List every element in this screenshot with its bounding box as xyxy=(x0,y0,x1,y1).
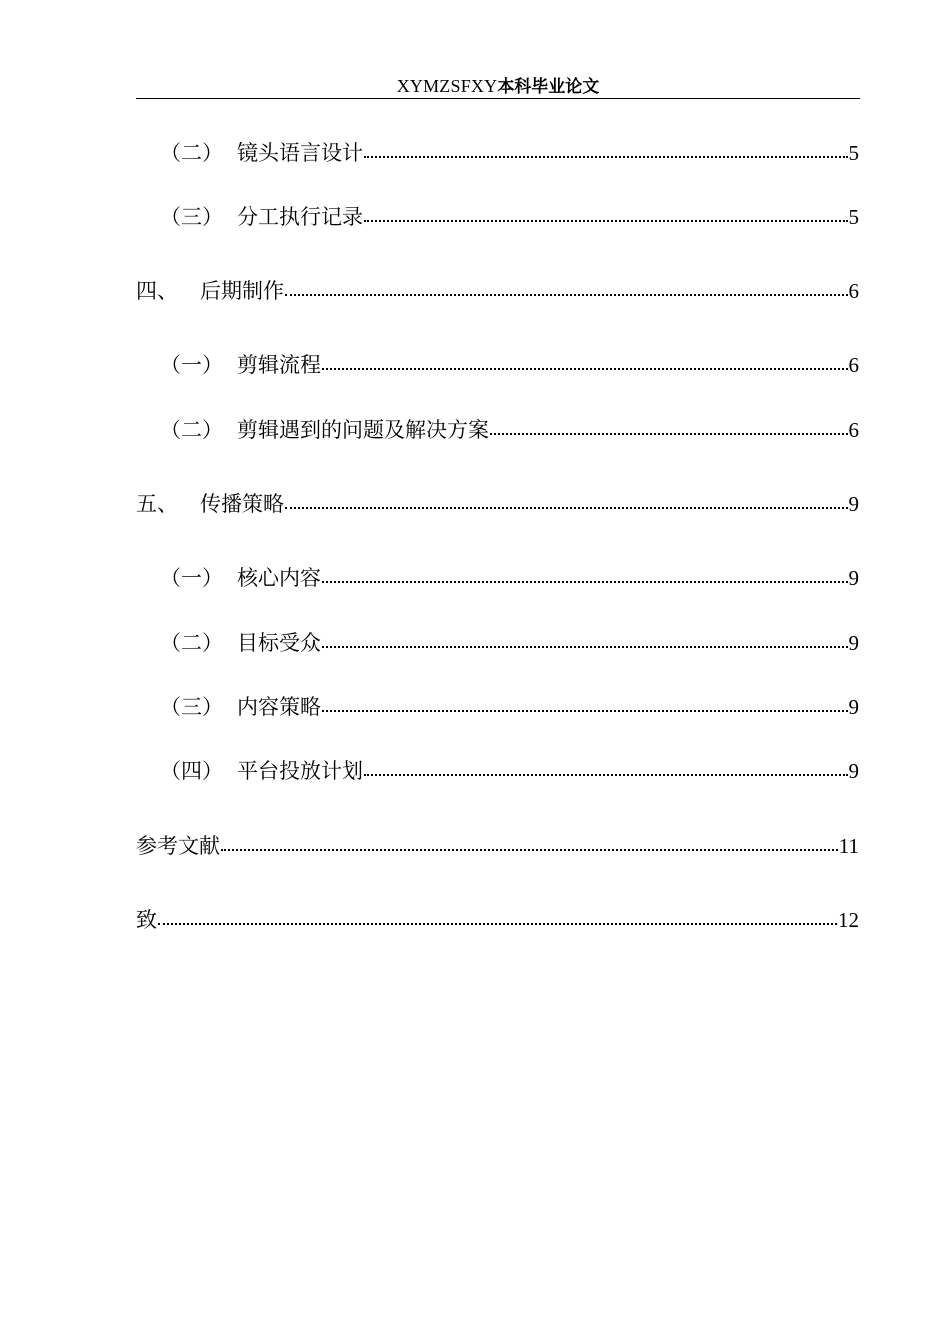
toc-leader-dots xyxy=(285,294,848,296)
toc-entry[interactable] xyxy=(136,831,859,861)
toc-leader-dots xyxy=(364,156,848,158)
toc-leader-dots xyxy=(364,220,848,222)
toc-entry-page: 12 xyxy=(838,908,859,932)
toc-entry-number: （一） xyxy=(160,353,223,377)
toc-entry-number: （二） xyxy=(160,141,223,165)
toc-entry[interactable] xyxy=(136,276,859,306)
header-latin-text: XYMZSFXY xyxy=(396,76,498,96)
toc-entry-page: 11 xyxy=(838,834,859,858)
toc-entry-page: 9 xyxy=(848,695,859,719)
toc-entry-title: 目标受众 xyxy=(237,631,321,655)
toc-entry[interactable] xyxy=(136,489,859,519)
toc-entry-title: 内容策略 xyxy=(237,695,321,719)
toc-entry-number: 五、 xyxy=(136,492,178,516)
toc-entry[interactable] xyxy=(160,563,859,593)
toc-leader-dots xyxy=(322,710,848,712)
toc-entry-page: 6 xyxy=(848,353,859,377)
toc-entry[interactable] xyxy=(160,138,859,168)
toc-entry-number: （二） xyxy=(160,418,223,442)
toc-entry-title: 后期制作 xyxy=(200,279,284,303)
toc-entry-title: 镜头语言设计 xyxy=(237,141,363,165)
toc-entry-number: 四、 xyxy=(136,279,178,303)
toc-entry-title: 剪辑流程 xyxy=(237,353,321,377)
toc-entry-title: 平台投放计划 xyxy=(237,759,363,783)
header-cjk-text: 本科毕业论文 xyxy=(497,77,600,97)
toc-entry[interactable] xyxy=(160,415,859,445)
toc-leader-dots xyxy=(490,433,848,435)
toc-entry-page: 6 xyxy=(848,418,859,442)
toc-entry-title: 致 xyxy=(136,908,157,932)
toc-entry-title: 核心内容 xyxy=(237,566,321,590)
toc-entry[interactable] xyxy=(160,350,859,380)
toc-leader-dots xyxy=(221,849,838,851)
toc-entry[interactable] xyxy=(160,202,859,232)
toc-leader-dots xyxy=(322,646,848,648)
toc-entry-page: 9 xyxy=(848,759,859,783)
toc-leader-dots xyxy=(322,368,848,370)
toc-entry[interactable] xyxy=(160,692,859,722)
toc-entry-page: 9 xyxy=(848,631,859,655)
toc-entry-page: 9 xyxy=(848,492,859,516)
toc-entry-number: （三） xyxy=(160,695,223,719)
toc-entry-page: 9 xyxy=(848,566,859,590)
toc-entry-number: （二） xyxy=(160,631,223,655)
toc-entry-number: （三） xyxy=(160,205,223,229)
toc-entry-page: 6 xyxy=(848,279,859,303)
toc-entry[interactable] xyxy=(136,905,859,935)
toc-entry-title: 传播策略 xyxy=(200,492,284,516)
toc-entry-title: 剪辑遇到的问题及解决方案 xyxy=(237,418,489,442)
toc-leader-dots xyxy=(158,923,837,925)
toc-entry-page: 5 xyxy=(848,141,859,165)
toc-leader-dots xyxy=(285,507,848,509)
toc-entry-number: （一） xyxy=(160,566,223,590)
toc-entry-title: 分工执行记录 xyxy=(237,205,363,229)
toc-entry[interactable] xyxy=(160,628,859,658)
toc-leader-dots xyxy=(364,774,848,776)
toc-entry[interactable] xyxy=(160,756,859,786)
toc-entry-number: （四） xyxy=(160,759,223,783)
toc-entry-page: 5 xyxy=(848,205,859,229)
running-header xyxy=(136,72,860,99)
toc-entry-title: 参考文献 xyxy=(136,834,220,858)
toc-leader-dots xyxy=(322,581,848,583)
